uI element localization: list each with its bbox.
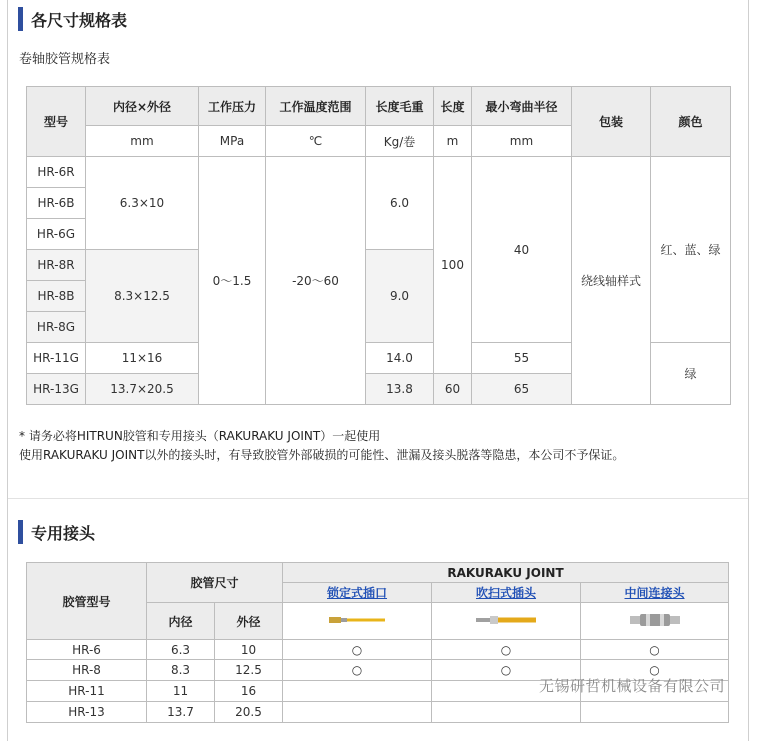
mark-cell: ○ <box>581 660 729 681</box>
outer-dia-header: 外径 <box>215 603 283 640</box>
weight-cell: 9.0 <box>366 250 434 343</box>
joint-inner-cell: 8.3 <box>147 660 215 681</box>
weight-cell: 14.0 <box>366 343 434 374</box>
mark-cell <box>283 681 432 702</box>
col-model-header: 型号 <box>27 87 86 157</box>
section-header-joint <box>18 520 95 544</box>
page-frame-left <box>7 0 8 741</box>
id-od-cell: 11×16 <box>86 343 199 374</box>
pressure-cell: 0～1.5 <box>199 157 266 405</box>
id-od-cell: 8.3×12.5 <box>86 250 199 343</box>
model-cell: HR-8G <box>27 312 86 343</box>
col-bend-header: 最小弯曲半径 <box>472 87 572 126</box>
hose-model-header: 胶管型号 <box>27 563 147 640</box>
model-cell: HR-8R <box>27 250 86 281</box>
unit-bend: mm <box>472 126 572 157</box>
locking-socket-icon <box>283 603 432 640</box>
mark-cell <box>283 702 432 723</box>
model-cell: HR-6G <box>27 219 86 250</box>
model-cell: HR-13G <box>27 374 86 405</box>
length-cell: 60 <box>434 374 472 405</box>
joint-model-cell: HR-6 <box>27 640 147 660</box>
joint-model-cell: HR-8 <box>27 660 147 681</box>
section-marker <box>18 520 23 544</box>
mark-cell: ○ <box>432 660 581 681</box>
note-line: 使用RAKURAKU JOINT以外的接头时，有导致胶管外部破损的可能性、泄漏及接头脱落等隐患，本公司不予保证。 <box>19 448 625 462</box>
model-cell: HR-8B <box>27 281 86 312</box>
id-od-cell: 6.3×10 <box>86 157 199 250</box>
mark-cell: ○ <box>283 660 432 681</box>
joint-model-cell: HR-13 <box>27 702 147 723</box>
usage-notes <box>19 427 624 465</box>
joint-outer-cell: 16 <box>215 681 283 702</box>
col-pack-header: 包装 <box>572 87 651 157</box>
unit-length: m <box>434 126 472 157</box>
link-middle-connector[interactable]: 中间连接头 <box>581 583 729 603</box>
unit-temp: ℃ <box>266 126 366 157</box>
divider <box>8 498 748 499</box>
mark-cell <box>581 702 729 723</box>
spec-subtitle: 卷轴胶管规格表 <box>19 52 111 67</box>
unit-pressure: MPa <box>199 126 266 157</box>
mark-cell <box>432 702 581 723</box>
col-color-header: 颜色 <box>651 87 731 157</box>
link-purge-plug[interactable]: 吹扫式插头 <box>432 583 581 603</box>
unit-id-od: mm <box>86 126 199 157</box>
mark-cell: ○ <box>581 640 729 660</box>
joint-table <box>26 562 729 723</box>
section-marker <box>18 7 23 31</box>
col-id-od-header: 内径×外径 <box>86 87 199 126</box>
joint-outer-cell: 10 <box>215 640 283 660</box>
rakuraku-joint-header: RAKURAKU JOINT <box>283 563 729 583</box>
model-cell: HR-6B <box>27 188 86 219</box>
mark-cell: ○ <box>432 640 581 660</box>
col-length-header: 长度 <box>434 87 472 126</box>
model-cell: HR-6R <box>27 157 86 188</box>
unit-weight: Kg/卷 <box>366 126 434 157</box>
section-title-joint: 专用接头 <box>31 523 96 543</box>
joint-outer-cell: 12.5 <box>215 660 283 681</box>
page-frame-right <box>748 0 749 741</box>
hose-size-header: 胶管尺寸 <box>147 563 283 603</box>
joint-outer-cell: 20.5 <box>215 702 283 723</box>
section-title-spec: 各尺寸规格表 <box>31 10 128 30</box>
color-cell: 红、蓝、绿 <box>651 157 731 343</box>
length-cell: 100 <box>434 157 472 374</box>
weight-cell: 13.8 <box>366 374 434 405</box>
joint-inner-cell: 13.7 <box>147 702 215 723</box>
pack-cell: 绕线轴样式 <box>572 157 651 405</box>
joint-inner-cell: 6.3 <box>147 640 215 660</box>
bend-cell: 65 <box>472 374 572 405</box>
weight-cell: 6.0 <box>366 157 434 250</box>
note-line: * 请务必将HITRUN胶管和专用接头（RAKURAKU JOINT）一起使用 <box>19 429 381 443</box>
joint-inner-cell: 11 <box>147 681 215 702</box>
company-watermark: 无锡研哲机械设备有限公司 <box>539 677 726 695</box>
inner-dia-header: 内径 <box>147 603 215 640</box>
model-cell: HR-11G <box>27 343 86 374</box>
link-locking-socket[interactable]: 锁定式插口 <box>283 583 432 603</box>
mark-cell: ○ <box>283 640 432 660</box>
middle-connector-icon <box>581 603 729 640</box>
purge-plug-icon <box>432 603 581 640</box>
col-temp-header: 工作温度范围 <box>266 87 366 126</box>
bend-cell: 55 <box>472 343 572 374</box>
bend-cell: 40 <box>472 157 572 343</box>
color-cell: 绿 <box>651 343 731 405</box>
joint-model-cell: HR-11 <box>27 681 147 702</box>
col-weight-header: 长度毛重 <box>366 87 434 126</box>
spec-table <box>26 86 731 405</box>
temp-cell: -20～60 <box>266 157 366 405</box>
section-header-spec <box>18 7 127 31</box>
id-od-cell: 13.7×20.5 <box>86 374 199 405</box>
col-pressure-header: 工作压力 <box>199 87 266 126</box>
